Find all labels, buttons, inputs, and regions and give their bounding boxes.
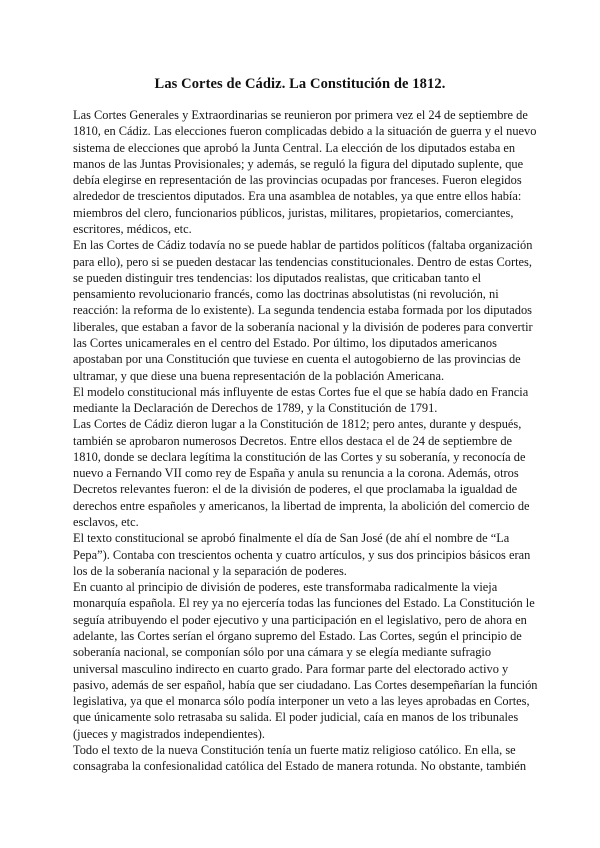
text-line: universal masculino indirecto en cuarto grado. Para formar parte del electorado activo y xyxy=(73,661,509,676)
text-line: monarquía española. El rey ya no ejercería todas las funciones del Estado. La Constitución le xyxy=(73,596,535,611)
text-line: El modelo constitucional más influyente de estas Cortes fue el que se había dado en Francia xyxy=(73,384,529,399)
text-line: apostaban por una Constitución que tuviese en cuenta el autogobierno de las provincias de xyxy=(73,352,521,367)
text-line: 1810, en Cádiz. Las elecciones fueron complicadas debido a la situación de guerra y el nuevo xyxy=(73,124,537,139)
text-line: Decretos relevantes fueron: el de la división de poderes, el que proclamaba la igualdad de xyxy=(73,482,518,497)
text-line: esclavos, etc. xyxy=(73,515,139,530)
text-line: manos de las Juntas Provisionales; y además, se reguló la figura del diputado suplente, que xyxy=(73,156,524,171)
text-line: Las Cortes Generales y Extraordinarias se reunieron por primera vez el 24 de septiembre de xyxy=(73,108,528,122)
text-line: seguía atribuyendo el poder ejecutivo y una participación en el legislativo, pero de ahora en xyxy=(73,612,527,627)
text-line: las Cortes unicamerales en el centro del Estado. Por último, los diputados americanos xyxy=(73,335,497,350)
text-line: que únicamente solo retrasaba su salida. El poder judicial, caía en manos de los tribunales xyxy=(73,710,519,725)
text-line: (jueces y magistrados independientes). xyxy=(73,726,265,741)
document-title: Las Cortes de Cádiz. La Constitución de 1812. xyxy=(154,76,446,92)
text-line: pensamiento revolucionario francés, como las doctrinas absolutistas (ni revolución, ni xyxy=(73,287,499,302)
text-line: Las Cortes de Cádiz dieron lugar a la Constitución de 1812; pero antes, durante y después, xyxy=(73,417,522,432)
text-line: nuevo a Fernando VII como rey de España y anula su renuncia a la corona. Además, otros xyxy=(73,466,519,481)
text-line: ultramar, y que diese una buena representación de la población Americana. xyxy=(73,368,445,383)
text-line: consagraba la confesionalidad católica del Estado de manera rotunda. No obstante, también xyxy=(73,759,527,774)
text-line: debía elegirse en representación de las provincias ocupadas por franceses. Fueron elegidos xyxy=(73,173,522,188)
text-line: En las Cortes de Cádiz todavía no se puede hablar de partidos políticos (faltaba organización xyxy=(73,238,533,253)
text-line: legislativa, ya que el monarca sólo podía interponer un veto a las leyes aprobadas en Cortes, xyxy=(73,694,530,709)
text-line: pasivo, además de ser español, había que ser ciudadano. Las Cortes desempeñarían la función xyxy=(73,677,538,692)
text-line: 1810, donde se declara legítima la constitución de las Cortes y su soberanía, y reconocía de xyxy=(73,449,526,464)
text-line: alrededor de trescientos diputados. Era una asamblea de notables, ya que entre ellos había: xyxy=(73,189,522,204)
text-line: El texto constitucional se aprobó finalmente el día de San José (de ahí el nombre de “La xyxy=(73,531,510,546)
text-line: miembros del clero, funcionarios públicos, juristas, militares, propietarios, comerciantes, xyxy=(73,205,514,220)
text-line: adelante, las Cortes serían el órgano supremo del Estado. Las Cortes, según el principio de xyxy=(73,629,522,643)
text-line: los de la soberanía nacional y la separación de poderes. xyxy=(73,563,347,578)
text-line: Todo el texto de la nueva Constitución tenía un fuerte matiz religioso católico. En ella, se xyxy=(73,742,516,757)
text-line: liberales, que estaban a favor de la soberanía nacional y la división de poderes para convertir xyxy=(73,319,533,334)
text-line: reacción: la reforma de lo existente). La segunda tendencia estaba formada por los diputados xyxy=(73,303,532,318)
text-line: soberanía nacional, se componían sólo por una cámara y se elegía mediante sufragio xyxy=(73,645,492,660)
text-line: mediante la Declaración de Derechos de 1789, y la Constitución de 1791. xyxy=(73,401,438,416)
text-line: para ello), pero si se pueden destacar las tendencias constitucionales. Dentro de estas Cortes, xyxy=(73,254,532,269)
text-line: Pepa”). Contaba con trescientos ochenta y cuatro artículos, y sus dos principios básicos eran xyxy=(73,547,531,562)
text-line: escritores, médicos, etc. xyxy=(73,221,192,236)
text-line: derechos entre españoles y americanos, la libertad de imprenta, la abolición del comercio de xyxy=(73,498,530,513)
text-line: sistema de elecciones que aprobó la Junta Central. La elección de los diputados estaba en xyxy=(73,140,516,155)
text-line: también se aprobaron numerosos Decretos. Entre ellos destaca el de 24 de septiembre de xyxy=(73,433,513,448)
text-line: se pueden distinguir tres tendencias: los diputados realistas, que criticaban tanto el xyxy=(73,270,482,285)
document-body xyxy=(73,107,543,775)
text-line: En cuanto al principio de división de poderes, este transformaba radicalmente la vieja xyxy=(73,580,498,595)
